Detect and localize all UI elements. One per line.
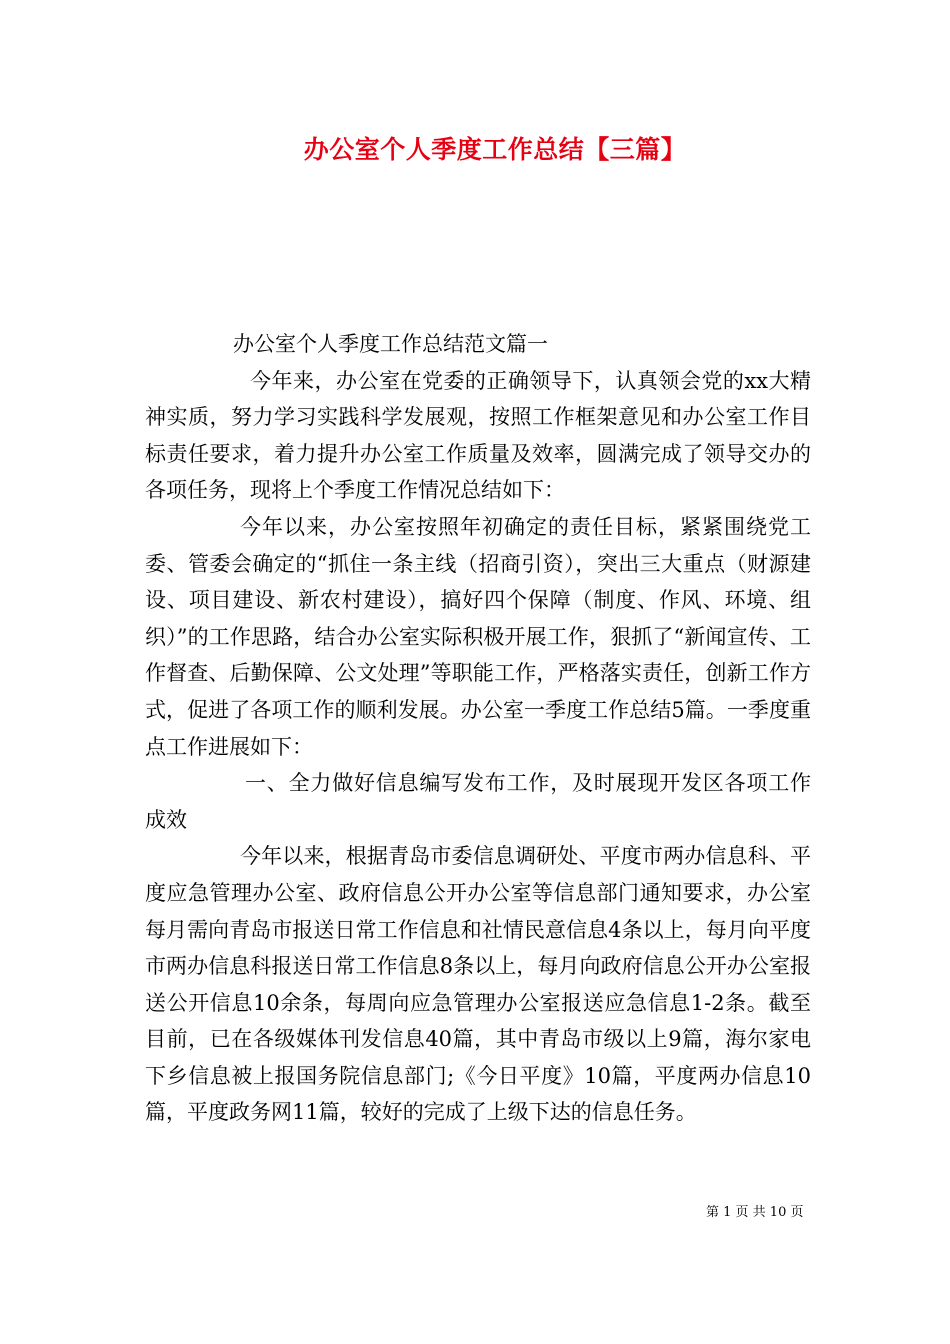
page-number: 第 1 页 共 10 页 — [706, 1205, 804, 1220]
paragraph-intro: 今年来，办公室在党委的正确领导下，认真领会党的xx大精神实质，努力学习实践科学发展观，按照工作框架意见和办公室工作目标责任要求，着力提升办公室工作质量及效率，圆满完成了领导交办的各项任务，现将上个季度工作情况总结如下： — [145, 368, 811, 503]
section-heading: 办公室个人季度工作总结范文篇一 — [233, 332, 548, 356]
paragraph-overview: 今年以来，办公室按照年初确定的责任目标，紧紧围绕党工委、管委会确定的“抓住一条主线（招商引资），突出三大重点（财源建设、项目建设、新农村建设），搞好四个保障（制度、作风、环境、组织）”的工作思路，结合办公室实际积极开展工作，狠抓了“新闻宣传、工作督查、后勤保障、公文处理”等职能工作，严格落实责任，创新工作方式，促进了各项工作的顺利发展。办公室一季度工作总结5篇。一季度重点工作进展如下： — [145, 514, 811, 759]
document-body — [145, 326, 811, 1131]
paragraph-information: 今年以来，根据青岛市委信息调研处、平度市两办信息科、平度应急管理办公室、政府信息公开办公室等信息部门通知要求，办公室每月需向青岛市报送日常工作信息和社情民意信息4条以上，每月向平度市两办信息科报送日常工作信息8条以上，每月向政府信息公开办公室报送公开信息10余条，每周向应急管理办公室报送应急信息1-2条。截至目前，已在各级媒体刊发信息40篇，其中青岛市级以上9篇，海尔家电下乡信息被上报国务院信息部门;《今日平度》10篇，平度两办信息10篇，平度政务网11篇，较好的完成了上级下达的信息任务。 — [145, 844, 811, 1125]
document-title — [0, 132, 950, 168]
paragraph-item-heading: 一、全力做好信息编写发布工作，及时展现开发区各项工作成效 — [145, 771, 811, 832]
document-title-text: 办公室个人季度工作总结【三篇】 — [303, 135, 687, 164]
